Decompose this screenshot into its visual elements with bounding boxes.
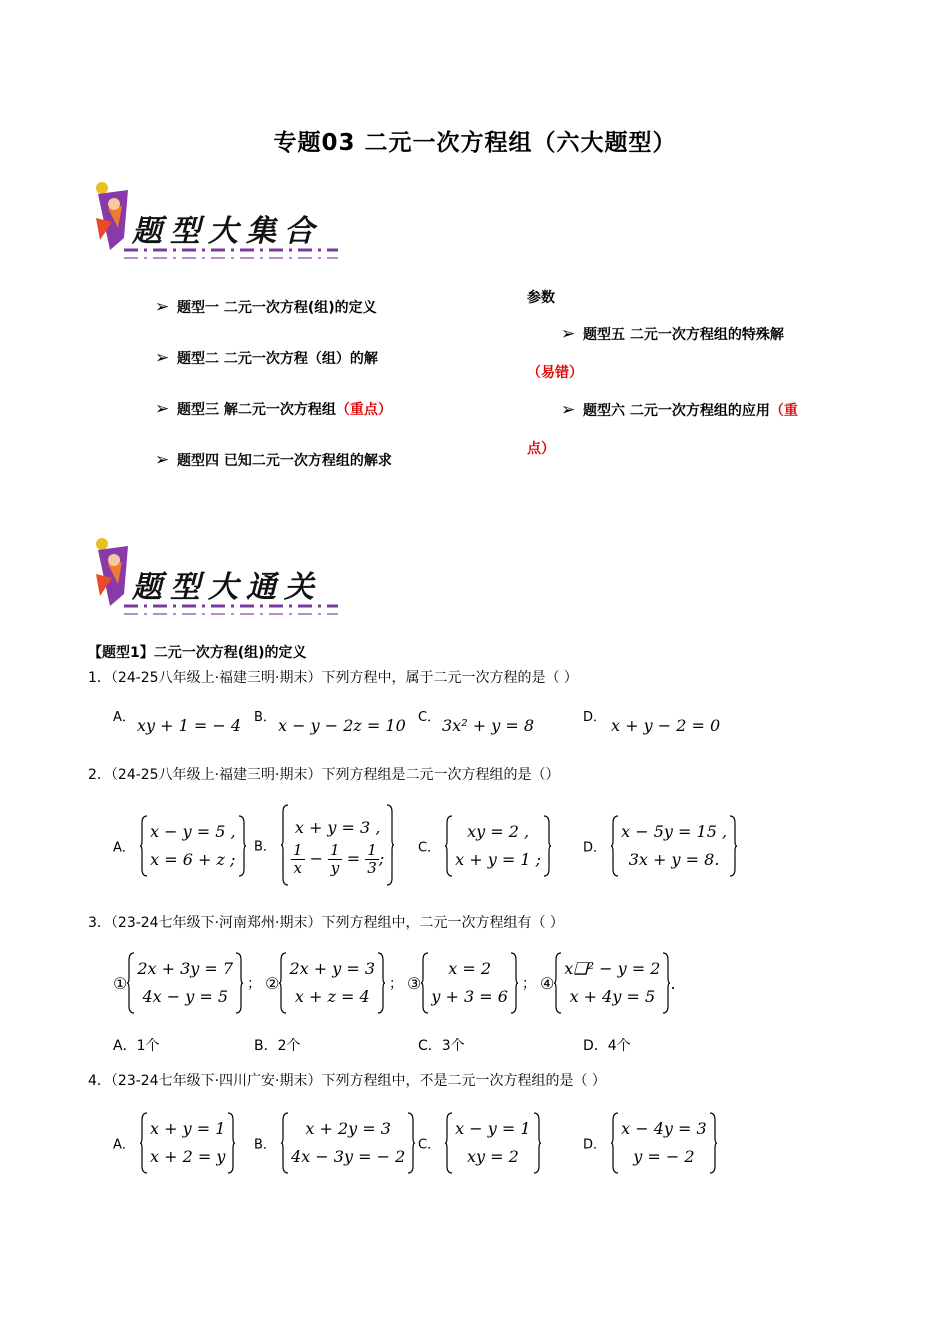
option-label: C． xyxy=(418,840,441,856)
equation-system xyxy=(140,1112,235,1174)
right-brace xyxy=(729,815,737,877)
question-1-stem: 1．（24-25八年级上·福建三明·期末）下列方程中，属于二元一次方程的是（ ） xyxy=(88,670,578,686)
fraction: $\frac{1}{3}$ xyxy=(367,840,377,877)
q4-option-a[interactable] xyxy=(113,1112,235,1174)
equation-row: xy = 2 , xyxy=(467,822,530,841)
q4-option-d[interactable] xyxy=(583,1112,717,1174)
right-brace xyxy=(510,952,518,1014)
arrow-icon: ➢ xyxy=(155,450,170,470)
equation-row: x + 4y = 5 xyxy=(569,987,656,1006)
toc-item-5[interactable]: ➢ 题型五 二元一次方程组的特殊解 xyxy=(561,324,784,344)
equation-system xyxy=(445,1112,540,1174)
q2-option-d[interactable] xyxy=(583,815,737,877)
equation-row: x − y = 1 xyxy=(455,1119,531,1138)
left-brace xyxy=(611,1112,619,1174)
left-brace xyxy=(140,815,148,877)
q4-option-c[interactable] xyxy=(418,1112,541,1174)
separator: ； xyxy=(247,976,262,992)
toc-item-5-tag: （易错） xyxy=(527,365,583,381)
question-2-stem: 2．（24-25八年级上·福建三明·期末）下列方程组是二元一次方程组的是（） xyxy=(88,767,560,783)
option-label: A． xyxy=(113,1137,135,1153)
equation-system-1 xyxy=(127,952,243,1014)
right-brace xyxy=(662,952,670,1014)
equation-row: xy = 2 xyxy=(466,1147,519,1166)
circled-number: ① xyxy=(113,973,128,993)
option-label: D． xyxy=(583,1137,607,1153)
circled-number: ② xyxy=(265,973,280,993)
banner-question-types xyxy=(88,178,348,268)
right-brace xyxy=(238,815,246,877)
q3-option-d[interactable]: D．4个 xyxy=(583,1038,631,1054)
equation-row: x + 2 = y xyxy=(150,1147,226,1166)
equation-row: x = 2 xyxy=(448,959,492,978)
q1-option-b-label[interactable]: B． xyxy=(254,710,276,725)
left-brace xyxy=(281,804,289,886)
equation-system-2 xyxy=(279,952,385,1014)
equation-system xyxy=(611,1112,717,1174)
option-label: D． xyxy=(583,840,607,856)
section-heading: 【题型1】二元一次方程(组)的定义 xyxy=(88,645,307,661)
circled-number: ④ xyxy=(539,973,555,993)
equation-row: 3x + y = 8. xyxy=(628,850,720,869)
toc-item-3[interactable]: ➢ 题型三 解二元一次方程组（重点） xyxy=(155,399,392,419)
q2-option-a[interactable] xyxy=(113,815,246,877)
option-label: B． xyxy=(254,839,276,855)
fraction: $\frac{1}{y}$ xyxy=(330,840,340,877)
q1-option-c[interactable]: 3x² + y = 8 xyxy=(442,716,534,735)
equation-row: 2x + 3y = 7 xyxy=(137,959,234,978)
arrow-icon: ➢ xyxy=(561,400,576,420)
equation-row: x + z = 4 xyxy=(294,987,370,1006)
question-3-stem: 3．（23-24七年级下·河南郑州·期末）下列方程组中，二元一次方程组有（ ） xyxy=(88,915,564,931)
q3-option-b[interactable]: B．2个 xyxy=(254,1038,301,1054)
left-brace xyxy=(445,815,453,877)
q2-option-c[interactable] xyxy=(418,815,551,877)
left-brace xyxy=(445,1112,453,1174)
arrow-icon: ➢ xyxy=(155,348,170,368)
q1-option-a-label[interactable]: A． xyxy=(113,710,135,725)
option-label: A． xyxy=(113,840,135,856)
q2-option-b[interactable] xyxy=(254,804,394,886)
option-label: C． xyxy=(418,1137,441,1153)
equation-row: 2x + y = 3 xyxy=(289,959,376,978)
question-4-stem: 4．（23-24七年级下·四川广安·期末）下列方程组中，不是二元一次方程组的是（ ） xyxy=(88,1073,606,1089)
right-brace xyxy=(709,1112,717,1174)
equation-row: y + 3 = 6 xyxy=(431,987,508,1006)
equation-system-4 xyxy=(554,952,670,1014)
q1-option-b[interactable]: x − y − 2z = 10 xyxy=(278,716,406,735)
equation-row: x + 2y = 3 xyxy=(305,1119,391,1138)
equation-system xyxy=(140,815,246,877)
equation-row: x + y = 1 ; xyxy=(455,850,542,869)
arrow-icon: ➢ xyxy=(155,399,170,419)
left-brace xyxy=(281,1112,289,1174)
circled-number: ③ xyxy=(407,973,422,993)
banner-practice xyxy=(88,534,348,624)
toc-item-1[interactable]: ➢ 题型一 二元一次方程(组)的定义 xyxy=(155,297,377,317)
equation-system xyxy=(281,1112,415,1174)
equation-row: x = 6 + z ; xyxy=(150,850,236,869)
q1-option-d[interactable]: x + y − 2 = 0 xyxy=(611,716,721,735)
equation-system-3 xyxy=(421,952,518,1014)
equation-row: x + y = 1 xyxy=(150,1119,226,1138)
q1-option-a[interactable]: xy + 1 = − 4 xyxy=(137,716,242,735)
equation-row: x − 4y = 3 xyxy=(621,1119,707,1138)
q1-option-c-label[interactable]: C． xyxy=(418,710,441,725)
equation-row: x − y = 5 , xyxy=(150,822,236,841)
period: . xyxy=(670,973,676,993)
toc-item-6-tag: 点） xyxy=(527,441,555,457)
equation-row: x + y = 3 , xyxy=(294,817,381,837)
left-brace xyxy=(421,952,429,1014)
equation-row: x❑² − y = 2 xyxy=(564,959,661,978)
right-brace xyxy=(386,804,394,886)
left-brace xyxy=(127,952,135,1014)
right-brace xyxy=(533,1112,541,1174)
toc-item-4[interactable]: ➢ 题型四 已知二元一次方程组的解求 xyxy=(155,450,392,470)
equation-system xyxy=(281,804,394,886)
left-brace xyxy=(279,952,287,1014)
arrow-icon: ➢ xyxy=(155,297,170,317)
left-brace xyxy=(140,1112,148,1174)
q1-option-d-label[interactable]: D． xyxy=(583,710,607,725)
page-title: 专题03 二元一次方程组（六大题型） xyxy=(273,130,677,156)
q4-option-b[interactable] xyxy=(254,1112,415,1174)
separator: ； xyxy=(521,976,536,992)
right-brace xyxy=(227,1112,235,1174)
toc-item-6[interactable]: ➢ 题型六 二元一次方程组的应用（重 xyxy=(561,400,798,420)
right-brace xyxy=(407,1112,415,1174)
q3-option-c[interactable]: C．3个 xyxy=(418,1038,465,1054)
toc-item-2[interactable]: ➢ 题型二 二元一次方程（组）的解 xyxy=(155,348,378,368)
option-label: B． xyxy=(254,1137,276,1153)
q3-systems-row xyxy=(113,952,676,1014)
banner-label: 题型大通关 xyxy=(132,570,322,605)
toc-continuation: 参数 xyxy=(527,290,555,306)
left-brace xyxy=(611,815,619,877)
separator: ； xyxy=(389,976,404,992)
equation-system xyxy=(445,815,551,877)
arrow-icon: ➢ xyxy=(561,324,576,344)
equation-row: $\frac{1}{x}$ − $\frac{1}{y}$ = $\frac{1}{3}$ ; xyxy=(293,840,385,877)
equation-row: 4x − y = 5 xyxy=(142,987,229,1006)
equation-row: 4x − 3y = − 2 xyxy=(291,1147,406,1166)
equation-row: x − 5y = 15 , xyxy=(621,822,728,841)
right-brace xyxy=(543,815,551,877)
fraction: $\frac{1}{x}$ xyxy=(293,840,303,877)
left-brace xyxy=(554,952,562,1014)
right-brace xyxy=(377,952,385,1014)
banner-label: 题型大集合 xyxy=(132,214,322,249)
right-brace xyxy=(235,952,243,1014)
q3-option-a[interactable]: A．1个 xyxy=(113,1038,160,1054)
equation-row: y = − 2 xyxy=(633,1147,695,1166)
equation-system xyxy=(611,815,737,877)
